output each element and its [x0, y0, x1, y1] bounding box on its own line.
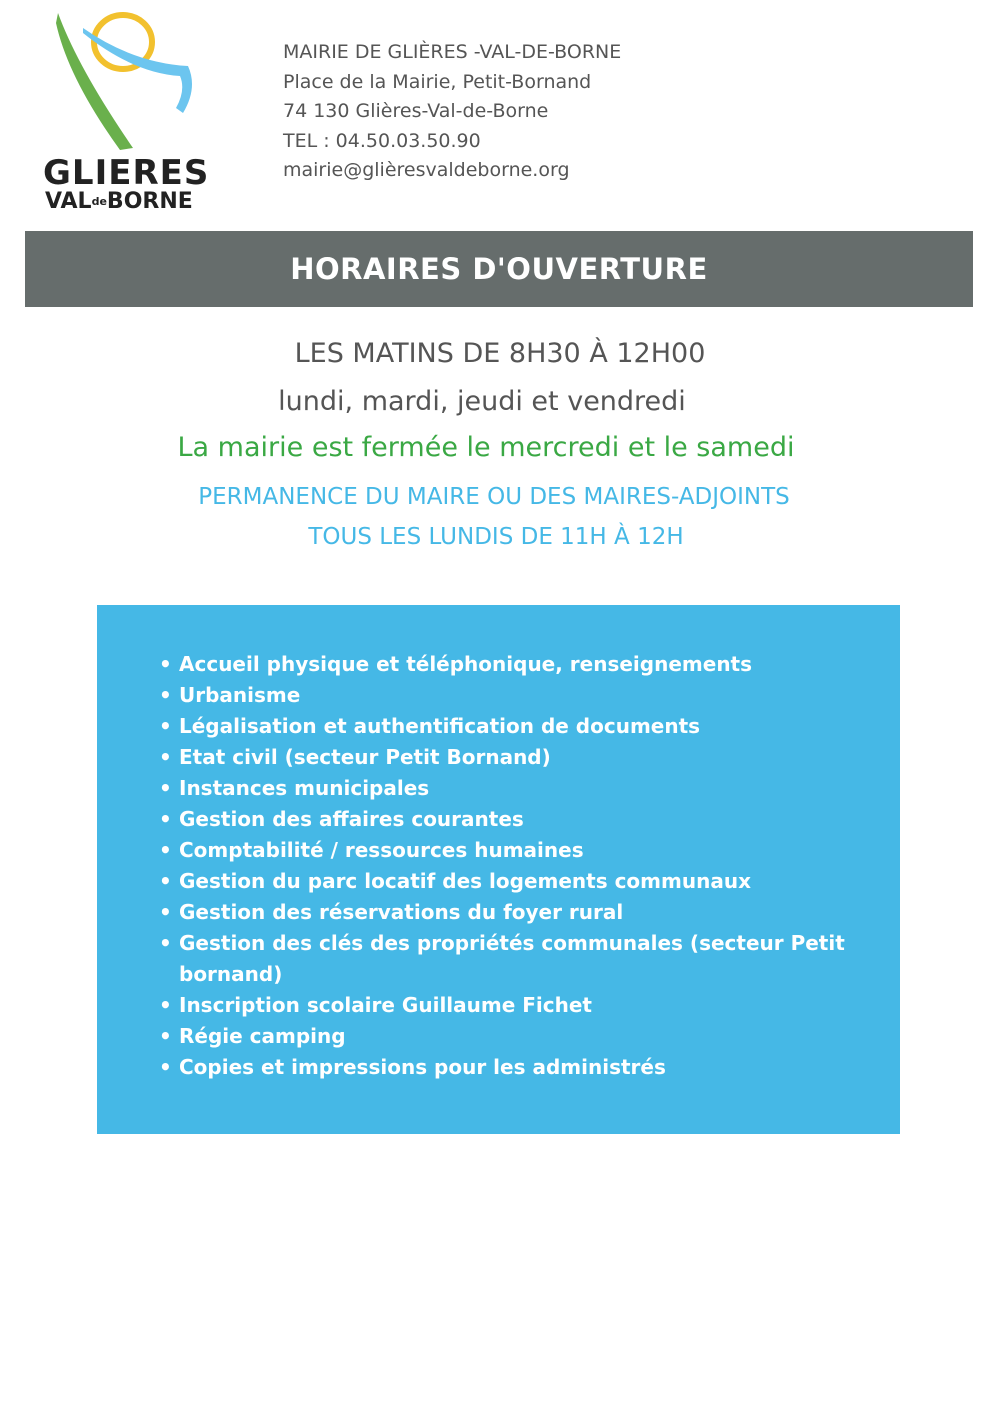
address-line-1: Place de la Mairie, Petit-Bornand [283, 70, 592, 93]
contact-block [283, 38, 621, 186]
list-item: • Comptabilité / ressources humaines [159, 838, 584, 862]
opening-hours-banner: HORAIRES D'OUVERTURE [25, 231, 973, 307]
phone: TEL : 04.50.03.50.90 [283, 129, 481, 152]
list-item: • Accueil physique et téléphonique, renseignements [159, 652, 753, 676]
email: mairie@glièresvaldeborne.org [283, 159, 570, 181]
list-item: • Etat civil (secteur Petit Bornand) [159, 745, 551, 769]
list-item: • Légalisation et authentification de documents [159, 714, 701, 738]
logo-emblem-icon [38, 8, 218, 158]
closed-days: La mairie est fermée le mercredi et le samedi [177, 432, 795, 463]
mornings-hours: LES MATINS DE 8H30 À 12H00 [294, 338, 706, 369]
list-item: • Régie camping [159, 1024, 346, 1048]
list-item: • Instances municipales [159, 776, 430, 800]
opening-days: lundi, mardi, jeudi et vendredi [278, 386, 686, 417]
list-item: • Gestion des clés des propriétés communales (secteur Petit bornand) [159, 931, 845, 986]
services-list [159, 649, 859, 1083]
list-item: • Gestion des affaires courantes [159, 807, 524, 831]
logo [38, 8, 218, 214]
permanence-time: TOUS LES LUNDIS DE 11H À 12H [308, 524, 684, 550]
list-item: • Inscription scolaire Guillaume Fichet [159, 993, 592, 1017]
mairie-name: MAIRIE DE GLIÈRES -VAL-DE-BORNE [283, 41, 622, 63]
list-item: • Gestion du parc locatif des logements communaux [159, 869, 751, 893]
list-item: • Gestion des réservations du foyer rural [159, 900, 624, 924]
list-item: • Urbanisme [159, 683, 301, 707]
list-item: • Copies et impressions pour les administrés [159, 1055, 666, 1079]
address-line-2: 74 130 Glières-Val-de-Borne [283, 100, 549, 122]
services-box [97, 605, 900, 1134]
permanence-title: PERMANENCE DU MAIRE OU DES MAIRES-ADJOINTS [198, 484, 790, 510]
logo-text-valdeborne: $VAL^{de}BORNE$ [45, 189, 193, 214]
logo-text-glieres: GLIERES [43, 153, 210, 193]
